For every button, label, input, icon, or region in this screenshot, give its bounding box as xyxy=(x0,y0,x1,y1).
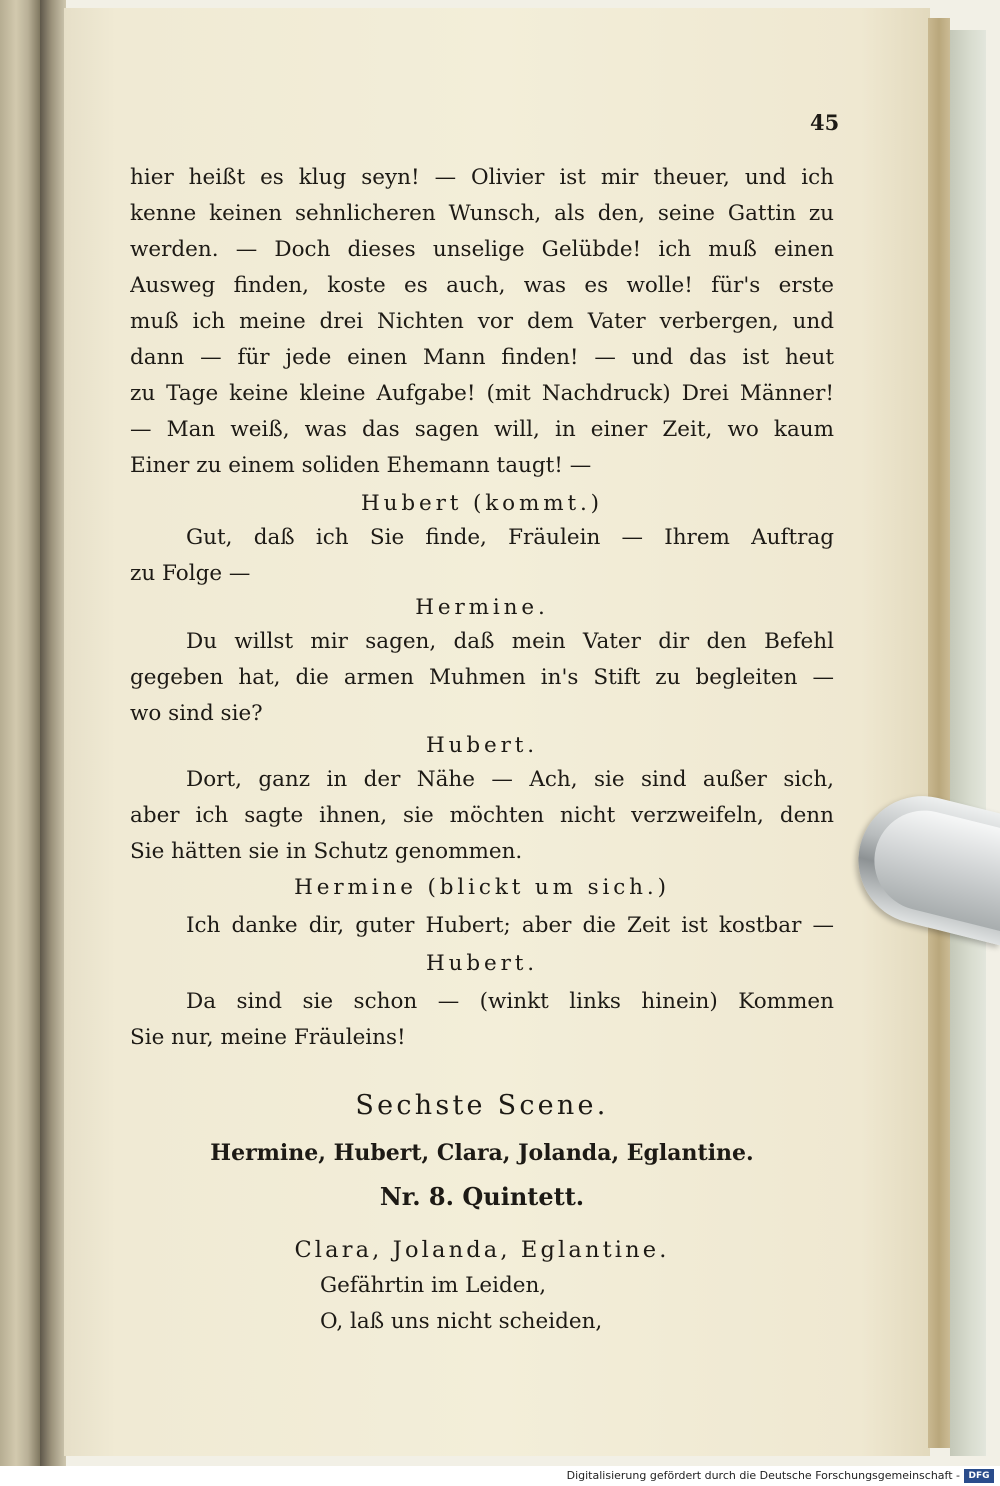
paragraph-hubert-3 xyxy=(130,984,834,1056)
song-speakers: Clara, Jolanda, Eglantine. xyxy=(294,1237,670,1263)
text-line: Einer zu einem soliden Ehemann taugt! — xyxy=(130,453,592,478)
text-line: zu Folge — xyxy=(130,561,251,586)
text-line: Ich danke dir, guter Hubert; aber die Zeit ist kostbar — xyxy=(186,913,834,938)
paragraph-hermine-1 xyxy=(130,624,834,732)
scan-backing-board xyxy=(950,30,986,1456)
text-line: dann — für jede einen Mann finden! — und das ist heut xyxy=(130,345,834,370)
text-line: Dort, ganz in der Nähe — Ach, sie sind außer sich, xyxy=(186,767,834,792)
text-line: werden. — Doch dieses unselige Gelübde! ich muß einen xyxy=(130,237,834,262)
footer-credit: Digitalisierung gefördert durch die Deutsche Forschungsgemeinschaft - xyxy=(566,1469,960,1482)
page-number: 45 xyxy=(810,110,840,135)
text-line: hier heißt es klug seyn! — Olivier ist mir theuer, und ich xyxy=(130,165,834,190)
dfg-logo-icon: DFG xyxy=(964,1469,994,1483)
speaker-hubert-2: Hubert. xyxy=(426,733,538,758)
paragraph-hubert-1 xyxy=(130,520,834,592)
song-verse xyxy=(130,1268,834,1340)
speaker-hubert-enters: Hubert (kommt.) xyxy=(361,491,603,516)
text-line: muß ich meine drei Nichten vor dem Vater verbergen, und xyxy=(130,309,834,334)
paragraph-monologue xyxy=(130,160,834,484)
text-line: Sie hätten sie in Schutz genommen. xyxy=(130,839,523,864)
text-line: wo sind sie? xyxy=(130,701,263,726)
text-line: aber ich sagte ihnen, sie möchten nicht verzweifeln, denn xyxy=(130,803,834,828)
text-line: — Man weiß, was das sagen will, in einer Zeit, wo kaum xyxy=(130,417,834,442)
verse-line: O, laß uns nicht scheiden, xyxy=(320,1309,603,1334)
previous-page-edge xyxy=(0,0,40,1466)
speaker-hubert-3: Hubert. xyxy=(426,951,538,976)
speaker-hermine-2: Hermine (blickt um sich.) xyxy=(294,875,670,900)
text-line: Da sind sie schon — (winkt links hinein) Kommen xyxy=(186,989,834,1014)
text-line: zu Tage keine kleine Aufgabe! (mit Nachdruck) Drei Männer! xyxy=(130,381,834,406)
book-gutter xyxy=(40,0,66,1466)
speaker-hermine-1: Hermine. xyxy=(415,595,549,620)
text-line: Gut, daß ich Sie finde, Fräulein — Ihrem Auftrag xyxy=(186,525,834,550)
text-line: Ausweg finden, koste es auch, was es wolle! für's erste xyxy=(130,273,834,298)
scene-cast-list: Hermine, Hubert, Clara, Jolanda, Eglantine. xyxy=(210,1140,754,1166)
page-stack-edge xyxy=(928,18,950,1448)
scene-heading: Sechste Scene. xyxy=(355,1090,609,1121)
text-line: Sie nur, meine Fräuleins! xyxy=(130,1025,406,1050)
paragraph-hermine-2 xyxy=(130,908,834,944)
digitization-footer xyxy=(0,1467,1000,1486)
text-line: Du willst mir sagen, daß mein Vater dir den Befehl xyxy=(186,629,834,654)
musical-number-title: Nr. 8. Quintett. xyxy=(379,1182,585,1211)
text-line: kenne keinen sehnlicheren Wunsch, als den, seine Gattin zu xyxy=(130,201,834,226)
text-line: gegeben hat, die armen Muhmen in's Stift zu begleiten — xyxy=(130,665,834,690)
paragraph-hubert-2 xyxy=(130,762,834,870)
verse-line: Gefährtin im Leiden, xyxy=(320,1273,547,1298)
